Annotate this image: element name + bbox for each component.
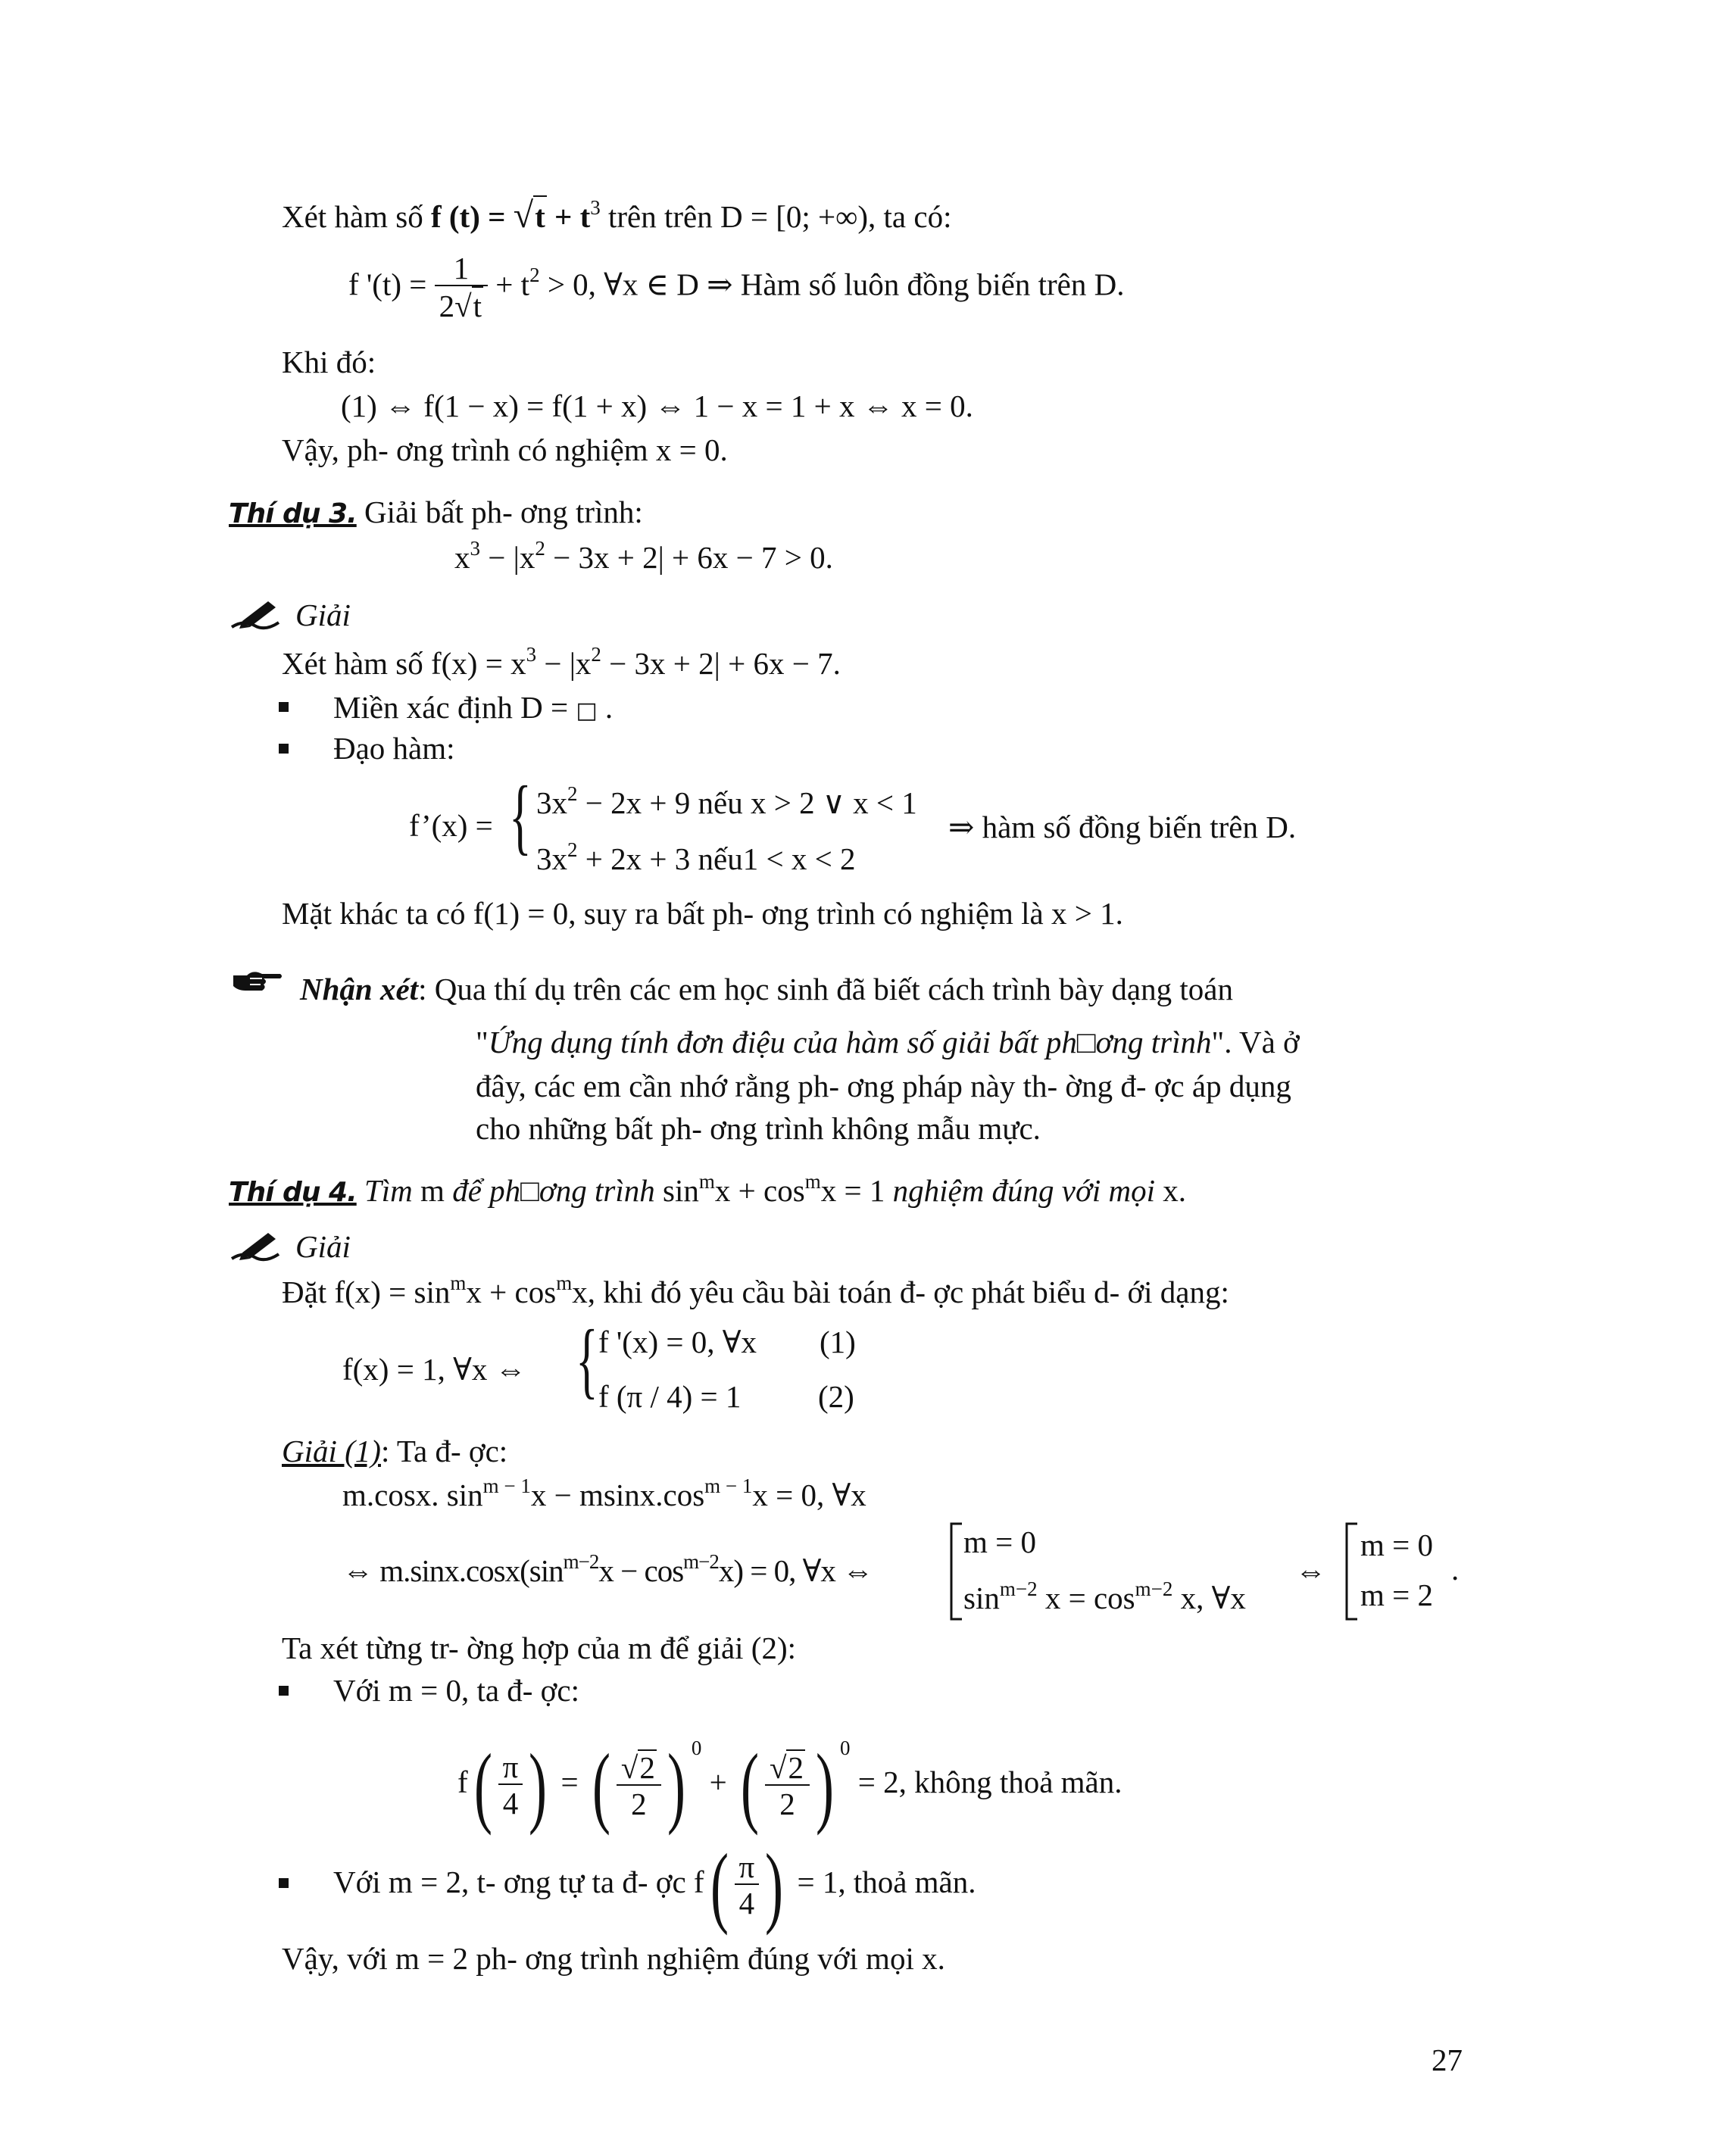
period: . — [1451, 1552, 1460, 1587]
condition-number: (2) — [818, 1379, 854, 1414]
equation-line: (1) ⇔ f(1 − x) = f(1 + x) ⇔ 1 − x = 1 + x ⇔ x = 0. — [341, 389, 973, 423]
solution-label: Giải — [295, 598, 351, 632]
bullet-icon — [279, 1686, 289, 1696]
solution-label: Giải — [295, 1229, 351, 1264]
text-line: Khi đó: — [282, 345, 376, 379]
remark-line: Nhận xét: Qua thí dụ trên các em học sinh đã biết cách trình bày dạng toán — [300, 972, 1233, 1006]
derivative-line: f '(t) = $\frac{1}{2√t}$ + $t^2 > 0$, ∀x ∈ D ⇒ Hàm số luôn đồng biến trên D. — [348, 251, 1125, 323]
option-line: m = 0 — [963, 1524, 1037, 1559]
text-line: Vậy, ph- ơng trình có nghiệm x = 0. — [282, 432, 728, 467]
text-line: Vậy, với m = 2 ph- ơng trình nghiệm đúng với mọi x. — [282, 1941, 945, 1976]
list-item: Với m = 0, ta đ- ợc: — [333, 1673, 579, 1708]
condition-line: f (π / 4) = 1 — [598, 1379, 742, 1414]
remark-line: đây, các em cần nhớ rằng ph- ơng pháp này th- ờng đ- ợc áp dụng — [476, 1069, 1291, 1103]
left-bracket — [948, 1522, 963, 1621]
equation-line: ⇔ $m.\sin x.\cos x(\sin^{m-2}x - \cos^{m-2}x) = 0$, ∀x ⇔ — [342, 1550, 873, 1588]
text-line: Đặt $f(x) = \sin^mx + \cos^mx$, khi đó yêu cầu bài toán đ- ợc phát biểu d- ới dạng: — [282, 1272, 1229, 1309]
text-line: Xét hàm số $f(x) = x^3 - |x^2 - 3x + 2| + 6x - 7$. — [282, 643, 841, 681]
list-item: Miền xác định D = □ . — [333, 690, 614, 725]
derivative-lhs: f’(x) = — [409, 808, 493, 843]
inequality: $x^3 - |x^2 - 3x + 2| + 6x - 7 > 0$. — [454, 537, 833, 575]
list-item: Đạo hàm: — [333, 731, 455, 766]
text-line: Ta xét từng tr- ờng hợp của m để giải (2): — [282, 1631, 796, 1665]
example-3-heading: Thí dụ 3. Giải bất ph- ơng trình: — [229, 495, 643, 529]
bullet-icon — [279, 702, 289, 712]
text-line: Giải (1): Ta đ- ợc: — [282, 1434, 508, 1468]
pen-writing-icon — [229, 1230, 283, 1265]
bullet-icon — [279, 744, 289, 754]
condition-lhs: f(x) = 1, ∀x ⇔ — [342, 1352, 526, 1387]
result-line: m = 2 — [1360, 1577, 1434, 1612]
page-number: 27 — [1432, 2042, 1463, 2077]
left-brace: { — [509, 769, 532, 863]
pointing-hand-icon — [232, 968, 283, 994]
equation-line: m.cosx. $\sin^{m - 1}x - msinx.\cos^{m - 1}x = 0$, ∀x — [342, 1475, 866, 1512]
equation-line: f( $\frac{\pi}{4}$ ) = ( $\frac{√2}{2}$ ) $^0$ + ( $\frac{√2}{2}$ ) $^0$ = 2, không thoả mãn. — [457, 1734, 1122, 1836]
condition-line: f '(x) = 0, ∀x — [598, 1325, 757, 1359]
example-4-heading: Thí dụ 4. Tìm m để ph□ơng trình $\sin^mx + \cos^mx = 1$ nghiệm đúng với mọi x. — [229, 1170, 1186, 1208]
bullet-icon — [279, 1878, 289, 1888]
option-line: $\sin^{m-2} x = \cos^{m-2} x$, ∀x — [963, 1577, 1246, 1615]
remark-line: cho những bất ph- ơng trình không mẫu mực. — [476, 1111, 1041, 1146]
case-line: $3x^2 + 2x + 3$ nếu1 < x < 2 — [536, 838, 856, 876]
text-line: Xét hàm số f $(t) = √t + t^3$ trên trên D = [0; +∞), ta có: — [282, 195, 952, 236]
result-line: m = 0 — [1360, 1528, 1434, 1562]
pen-writing-icon — [229, 598, 283, 633]
condition-number: (1) — [820, 1325, 856, 1359]
list-item: Với m = 2, t- ơng tự ta đ- ợc f( $\frac{\pi}{4}$ ) = 1, thoả mãn. — [333, 1834, 976, 1936]
remark-line: "Ứng dụng tính đơn điệu của hàm số giải bất ph□ơng trình". Và ở — [476, 1025, 1300, 1059]
left-brace: { — [576, 1313, 598, 1407]
text-line: ⇒ hàm số đồng biến trên D. — [948, 810, 1297, 844]
equivalence-symbol: ⇔ — [1295, 1553, 1326, 1588]
text-line: Mặt khác ta có f(1) = 0, suy ra bất ph- ơng trình có nghiệm là x > 1. — [282, 896, 1123, 931]
left-bracket — [1344, 1522, 1359, 1621]
fraction: $\frac{1}{2√t}$ — [435, 251, 488, 324]
case-line: $3x^2 - 2x + 9$ nếu x > 2 ∨ x < 1 — [536, 782, 917, 820]
